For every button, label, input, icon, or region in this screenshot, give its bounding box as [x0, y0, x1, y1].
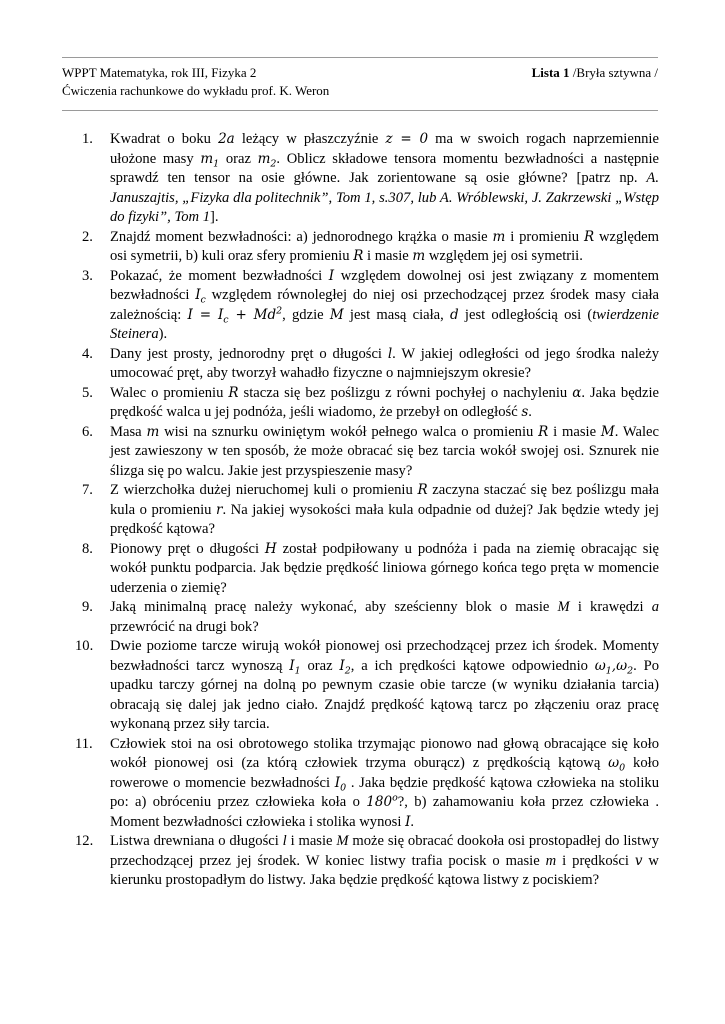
problem-text: Masa m wisi na sznurku owiniętym wokół pełnego walca o promieniu R i masie M. Walec jest zawieszony w ten sposób, że może obracać się bez tarcia wokół swojej osi. Sznurek nie ślizga się po walcu. Jakie jest przyspieszenie masy?	[110, 423, 659, 479]
problem-number: 9.	[82, 599, 93, 615]
header-top-rule	[62, 57, 658, 58]
document-header	[62, 64, 658, 99]
problem-text: Człowiek stoi na osi obrotowego stolika trzymając pionowo nad głową obracające się koło wokół pionowej osi (za którą człowiek trzyma oburącz) z prędkością kątową $\omega_0$ koło rowerowe o momencie bezwładności $I_0$ . Jaka będzie prędkość kątowa człowieka na stoliku po: a) obróceniu przez człowieka koła o 180$^o$?, b) zahamowaniu koła przez człowieka . Moment bezwładności człowieka i stolika wynosi I.	[110, 735, 659, 830]
problem-number: 10.	[75, 638, 94, 654]
problem-text: Dwie poziome tarcze wirują wokół pionowej osi przechodzącej przez ich środek. Momenty bezwładności tarcz wynoszą $I_1$ oraz $I_2$, a ich prędkości kątowe odpowiednio $\omega_1,\omega_2$. Po upadku tarczy górnej na dolną po pewnym czasie obie tarcze (w wyniku działania tarcia) obracają się dalej jak jedno ciało. Znajdź prędkość kątową tarcz po złączeniu oraz pracę wykonaną przez siły tarcia.	[110, 638, 659, 732]
problem-number: 8.	[82, 540, 93, 557]
problem-item	[75, 637, 659, 735]
problem-item	[82, 481, 659, 540]
problem-item	[82, 423, 659, 482]
problem-number: 12.	[75, 833, 94, 849]
course-subtitle: Ćwiczenia rachunkowe do wykładu prof. K. Weron	[62, 82, 330, 98]
problem-text: Dany jest prosty, jednorodny pręt o długości l. W jakiej odległości od jego środka należy umocować pręt, aby tworzył wahadło fizyczne o najmniejszym okresie?	[110, 345, 660, 381]
list-topic: /Bryła sztywna /	[569, 65, 658, 80]
problem-number: 1.	[82, 131, 93, 147]
problem-item	[82, 540, 659, 599]
list-number: Lista 1	[531, 65, 570, 80]
problem-text: Jaką minimalną pracę należy wykonać, aby sześcienny blok o masie M i krawędzi a przewrócić na drugi bok?	[110, 599, 659, 635]
problem-item	[82, 228, 659, 267]
problem-item	[82, 267, 659, 345]
problem-number: 11.	[75, 735, 93, 752]
problem-item	[82, 384, 659, 423]
problem-number: 4.	[82, 345, 93, 362]
problem-list	[75, 130, 660, 891]
problem-item	[82, 345, 659, 384]
problem-text: Listwa drewniana o długości l i masie M może się obracać dookoła osi prostopadłej do listwy przechodzącej przez jej środek. W koniec listwy trafia pocisk o masie m i prędkości v w kierunku prostopadłym do listwy. Jaka będzie prędkość kątowa listwy z pociskiem?	[110, 833, 659, 888]
problem-text: Kwadrat o boku 2a leżący w płaszczyźnie z = 0 ma w swoich rogach naprzemiennie ułożone masy $m_1$ oraz $m_2$. Oblicz składowe tensora momentu bezwładności a następnie sprawdź ten tensor na osie główne. Jak zorientowane są osie główne? [patrz np. A. Januszajtis, „Fizyka dla politechnik”, Tom 1, s.307, lub A. Wróblewski, J. Zakrzewski „Wstęp do fizyki”, Tom 1].	[110, 131, 659, 225]
problem-text: Z wierzchołka dużej nieruchomej kuli o promieniu R zaczyna staczać się bez poślizgu mała kula o promieniu r. Na jakiej wysokości mała kula odpadnie od dużej? Jak będzie wtedy jej prędkość kątowa?	[110, 482, 660, 537]
problem-number: 7.	[82, 482, 93, 498]
course-title: WPPT Matematyka, rok III, Fizyka 2	[62, 65, 257, 80]
problem-item	[75, 832, 659, 891]
header-bottom-rule	[62, 110, 658, 111]
problem-text: Pionowy pręt o długości H został podpiłowany u podnóża i pada na ziemię obracając się wokół punktu podparcia. Jak będzie prędkość liniowa górnego końca tego pręta w momencie uderzenia o ziemię?	[110, 540, 659, 596]
problem-text: Pokazać, że moment bezwładności I względem dowolnej osi jest związany z momentem bezwładności $I_c$ względem równoległej do niej osi przechodzącej przez środek masy ciała zależnością: $I = I_c + Md^2$, gdzie M jest masą ciała, d jest odległością osi (twierdzenie Steinera).	[110, 267, 659, 342]
problem-number: 5.	[82, 384, 93, 401]
problem-number: 2.	[82, 228, 93, 245]
problem-item	[82, 598, 659, 637]
problem-item	[82, 130, 659, 228]
problem-number: 6.	[82, 423, 93, 440]
problem-text: Walec o promieniu R stacza się bez poślizgu z równi pochyłej o nachyleniu α. Jaka będzie prędkość walca u jej podnóża, jeśli wiadomo, że przebył on odległość s.	[110, 384, 659, 420]
list-title	[532, 64, 658, 82]
problem-item	[75, 735, 659, 833]
problem-number: 3.	[82, 267, 93, 284]
problem-text: Znajdź moment bezwładności: a) jednorodnego krążka o masie m i promieniu R względem osi symetrii, b) kuli oraz sfery promieniu R i masie m względem jej osi symetrii.	[110, 228, 659, 264]
